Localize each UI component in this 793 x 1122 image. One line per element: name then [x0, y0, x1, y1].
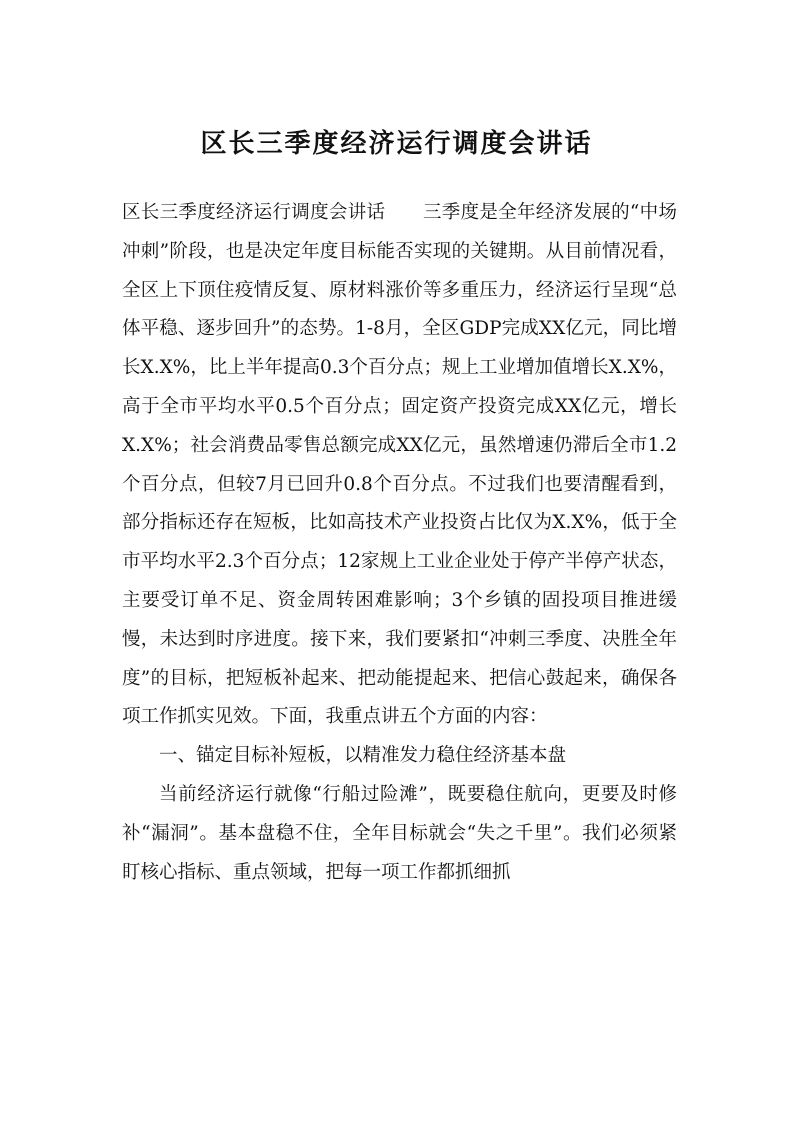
section-heading-1: 一、锚定目标补短板，以精准发力稳住经济基本盘 [159, 745, 567, 767]
document-title: 区长三季度经济运行调度会讲话 [200, 129, 593, 159]
document-body [122, 194, 677, 892]
section-1-paragraph: 当前经济运行就像“行船过险滩”，既要稳住航向，更要及时修补“漏洞”。基本盘稳不住，全年目标就会“失之千里”。我们必须紧盯核心指标、重点领域，把每一项工作都抓细抓 [122, 783, 677, 883]
opening-paragraph: 区长三季度经济运行调度会讲话 三季度是全年经济发展的“中场冲刺”阶段，也是决定年度目标能否实现的关键期。从目前情况看，全区上下顶住疫情反复、原材料涨价等多重压力，经济运行呈现“总体平稳、逐步回升”的态势。1-8月，全区GDP完成XX亿元，同比增长X.X%，比上半年提高0.3个百分点；规上工业增加值增长X.X%，高于全市平均水平0.5个百分点；固定资产投资完成XX亿元，增长X.X%；社会消费品零售总额完成XX亿元，虽然增速仍滞后全市1.2个百分点，但较7月已回升0.8个百分点。不过我们也要清醒看到，部分指标还存在短板，比如高技术产业投资占比仅为X.X%，低于全市平均水平2.3个百分点；12家规上工业企业处于停产半停产状态，主要受订单不足、资金周转困难影响；3个乡镇的固投项目推进缓慢，未达到时序进度。接下来，我们要紧扣“冲刺三季度、决胜全年度”的目标，把短板补起来、把动能提起来、把信心鼓起来，确保各项工作抓实见效。下面，我重点讲五个方面的内容： [122, 202, 677, 728]
